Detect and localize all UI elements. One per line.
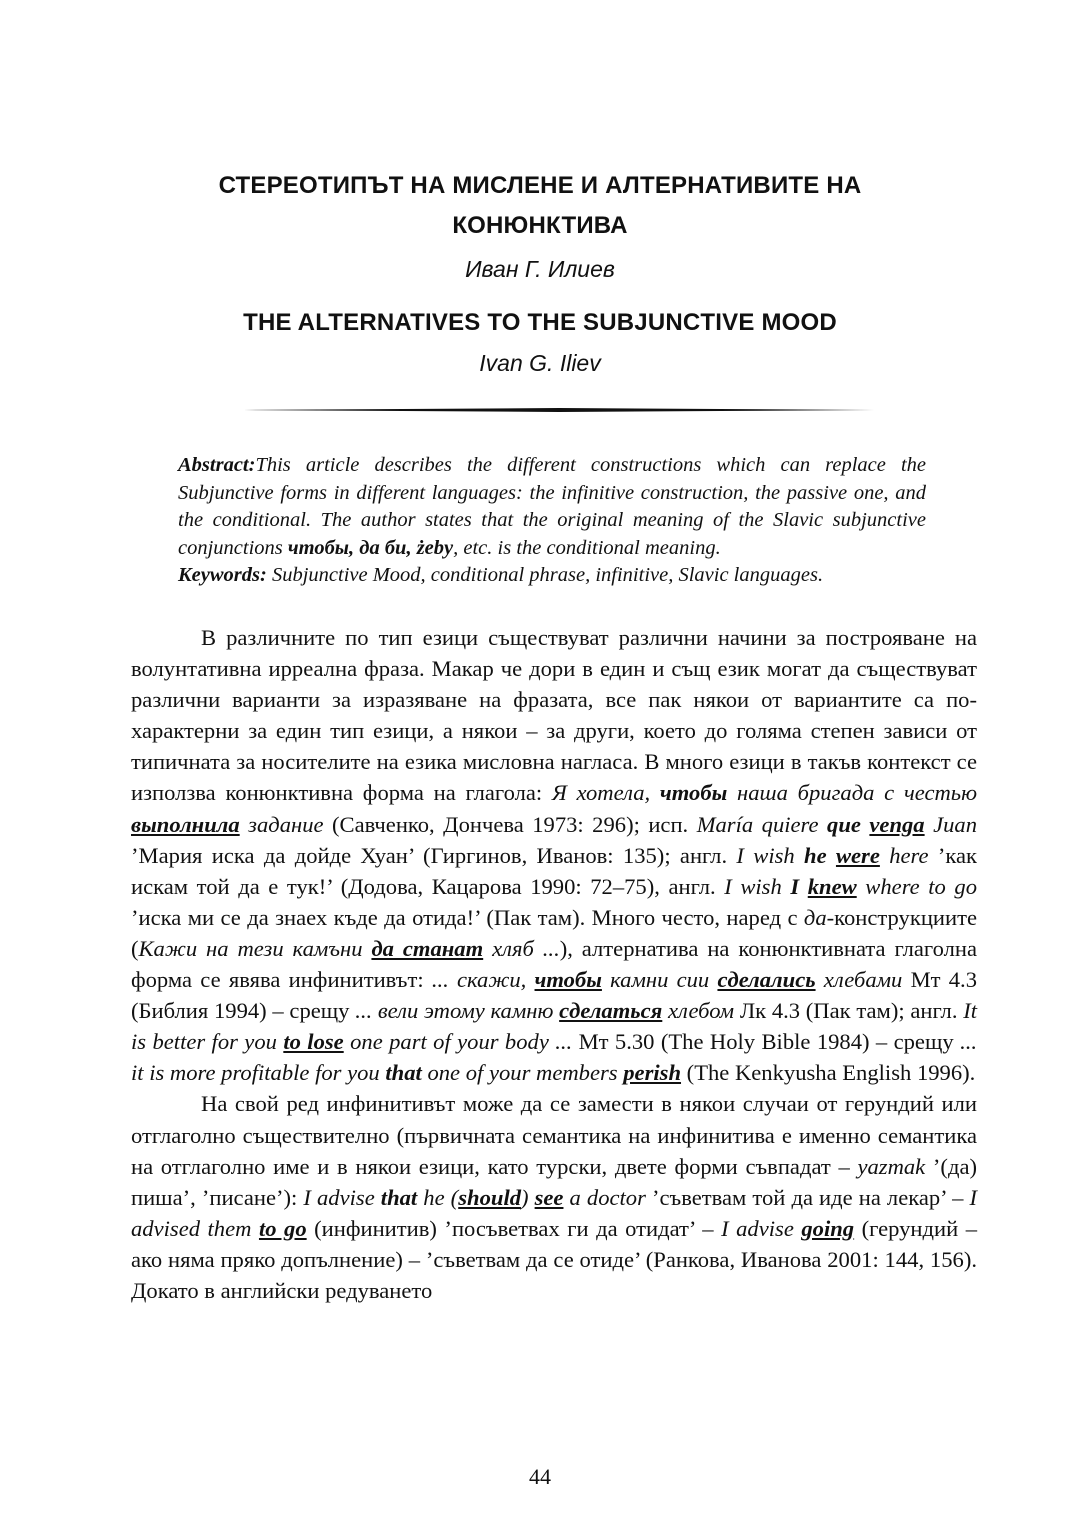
p1-text-11: (The Kenkyusha English 1996). xyxy=(681,1060,976,1086)
p1-example-2d: venga xyxy=(869,811,925,837)
p2-example-2e: ) xyxy=(521,1184,535,1210)
p1-text-3: ’Мария иска да дойде Хуан’ (Гиргинов, Иванов: 135); англ. xyxy=(131,842,737,868)
abstract-label: Abstract: xyxy=(178,454,256,476)
p2-example-2c: he ( xyxy=(417,1184,459,1210)
p1-example-2a: María quiere xyxy=(696,811,828,837)
p2-text-1: На свой ред инфинитивът може да се замести в някои случаи от герундий или отглаголно съществително (първичната семантика на инфинитива е именно семантика на отглаголно име и в някои езици, като турски, двете форми съвпадат – xyxy=(131,1091,977,1179)
title-en: THE ALTERNATIVES TO THE SUBJUNCTIVE MOOD xyxy=(243,309,837,336)
p1-example-1a: Я хотела, xyxy=(551,780,660,806)
paragraph-2 xyxy=(131,1088,977,1306)
p1-example-4c xyxy=(799,874,808,899)
keywords-text: Subjunctive Mood, conditional phrase, infinitive, Slavic languages. xyxy=(266,564,824,586)
title-bg-line2: КОНЮНКТИВА xyxy=(452,212,628,239)
abstract-block xyxy=(178,452,926,590)
p1-text-9: Лк 4.3 (Пак там); англ. xyxy=(734,998,964,1024)
p1-example-5a: да xyxy=(803,904,827,930)
p1-example-3e: here xyxy=(879,842,929,868)
paragraph-1 xyxy=(131,622,977,1088)
p1-example-10d: perish xyxy=(623,1060,682,1086)
p1-example-10a: ... it is more profitable for you xyxy=(131,1029,978,1086)
p2-text-5: (герундий – ако няма пряко допълнение) – ’съветвам да се отиде’ (Ранкова, Иванова 2001: 144, 156). Докато в английски редуването xyxy=(131,1215,977,1303)
p2-example-4b: going xyxy=(801,1215,855,1241)
title-bg-line1: СТЕРЕОТИПЪТ НА МИСЛЕНЕ И АЛТЕРНАТИВИТЕ НА xyxy=(218,172,862,199)
p2-example-4a: I advise xyxy=(721,1215,802,1241)
p1-example-8b: сделаться xyxy=(559,998,663,1024)
body-text xyxy=(131,622,977,1306)
p2-example-2g: a doctor xyxy=(563,1184,646,1210)
p2-text-2: ’(да) пиша’, ’писане’): xyxy=(131,1153,978,1210)
p1-example-9c: one part of your body ... xyxy=(343,1029,573,1055)
p1-example-3b: he xyxy=(804,842,827,868)
p1-example-8c: хлебом xyxy=(662,998,735,1024)
p1-text-6: -конструкциите ( xyxy=(131,904,977,961)
p2-example-2b: that xyxy=(380,1184,418,1210)
p1-example-7d: сделались xyxy=(717,967,816,993)
p2-text-3: ’съветвам той да иде на лекар’ – xyxy=(645,1184,970,1210)
p1-example-3d: were xyxy=(835,842,880,868)
p1-example-6a: Кажи на тези камъни xyxy=(138,935,372,961)
p1-example-2b: que xyxy=(827,811,861,837)
p1-example-7a: ... скажи, xyxy=(431,967,535,993)
p1-text-8: Мт 4.3 (Библия 1994) – срещу xyxy=(131,967,977,1024)
page-number: 44 xyxy=(529,1464,551,1489)
p1-example-7b: чтобы xyxy=(534,967,602,993)
p1-example-2e: Juan xyxy=(924,811,978,837)
abstract-text-1: This article describes the different constructions which can replace the Subjunctive forms in different languages: the infinitive construction, the passive one, and the conditional. The author states that the original meaning of the Slavic subjunctive conjunctions xyxy=(178,454,926,559)
p2-text-4: (инфинитив) ’посъветвах ги да отидат’ – xyxy=(306,1215,722,1241)
p1-example-4b: I xyxy=(790,873,800,899)
p2-example-3a: I advised them xyxy=(131,1184,977,1241)
p1-example-9a: It is better for you xyxy=(131,998,978,1055)
author-bg: Иван Г. Илиев xyxy=(465,256,615,282)
keywords-label: Keywords: xyxy=(178,564,267,586)
p1-example-6b: да станат xyxy=(371,935,484,961)
p1-example-1c: наша бригада с честью xyxy=(727,780,978,806)
p1-example-9b: to lose xyxy=(283,1029,344,1055)
p1-example-8a: ... вели этому камню xyxy=(355,998,560,1024)
p2-example-3b: to go xyxy=(258,1215,307,1241)
p1-example-1e: задание xyxy=(239,811,324,837)
p1-example-7e: хлебами xyxy=(815,967,903,993)
author-en: Ivan G. Iliev xyxy=(479,350,601,376)
p1-example-10b: that xyxy=(385,1060,422,1086)
p1-text-10: Мт 5.30 (The Holy Bible 1984) – срещу xyxy=(572,1029,961,1055)
p1-example-7c: камни сии xyxy=(601,967,718,993)
p1-example-3a: I wish xyxy=(736,842,805,868)
title-divider-rule xyxy=(244,408,874,412)
p2-example-1: yazmak xyxy=(857,1153,926,1179)
p1-example-1d: выполнила xyxy=(131,811,240,837)
p2-example-2a: I advise xyxy=(303,1184,381,1210)
p1-example-4a: I wish xyxy=(724,873,791,899)
p1-text-2: (Савченко, Дончева 1973: 296); исп. xyxy=(323,811,697,837)
p1-text-4: ’как искам той да е тук!’ (Додова, Кацарова 1990: 72–75), англ. xyxy=(131,842,978,899)
p1-example-3c xyxy=(827,843,836,868)
p2-example-2d: should xyxy=(458,1184,522,1210)
p1-example-10c: one of your members xyxy=(421,1060,624,1086)
abstract-text-2: , etc. is the conditional meaning. xyxy=(453,536,721,559)
p1-text-1: В различните по тип езици съществуват различни начини за построяване на волунтативна ирреална фраза. Макар че дори в един и същ език могат да съществуват различни варианти за изразяване на фразата, все пак някои от вариантите са по-характерни за един тип езици, а някои – за други, което до голяма степен зависи от типичната за носителите на езика мисловна нагласа. В много езици в такъв контекст се използва конюнктивна форма на глагола: xyxy=(131,625,977,806)
p1-example-1b: чтобы xyxy=(659,780,728,806)
p2-example-2f: see xyxy=(534,1184,564,1210)
abstract-conjunctions: чтобы, да би, żeby xyxy=(287,536,454,559)
p1-example-6c: хляб ... xyxy=(483,935,560,961)
p1-example-4d: knew xyxy=(807,873,857,899)
p1-text-5: ’иска ми се да знаех къде да отида!’ (Пак там). Много често, наред с xyxy=(131,904,804,930)
p1-example-4e: where to go xyxy=(856,873,978,899)
p1-text-7: ), алтернатива на конюнктивната глаголна форма се явява инфинитивът: xyxy=(131,935,978,993)
